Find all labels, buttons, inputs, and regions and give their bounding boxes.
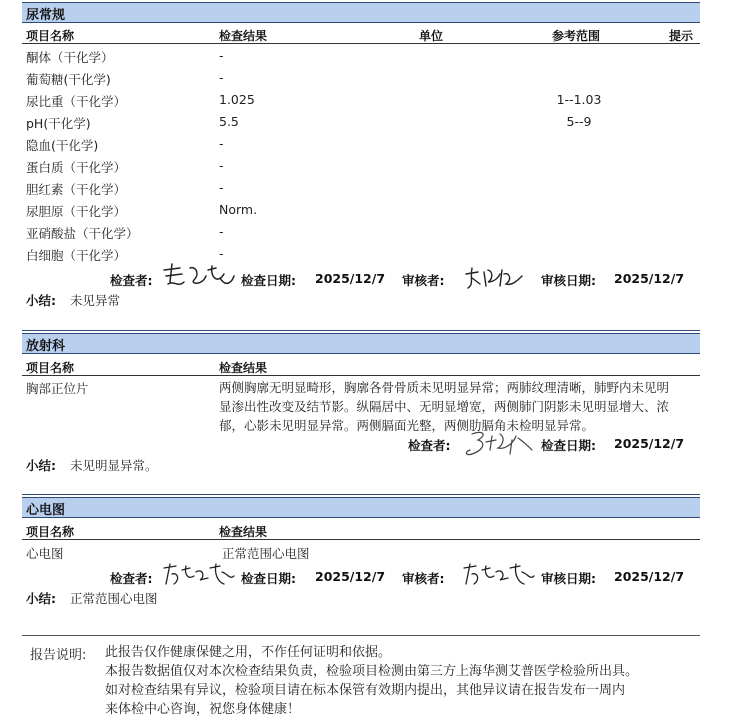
radiology-col-result: 检查结果 — [219, 361, 268, 375]
urine-exam-date: 2025/12/7 — [315, 271, 386, 286]
urine-col-range: 参考范围 — [552, 29, 601, 43]
report-note-line: 此报告仅作健康保健之用，不作任何证明和依据。 — [105, 645, 392, 660]
urine-summary: 未见异常 — [70, 293, 121, 308]
report-note-line: 来体检中心咨询，祝您身体健康！ — [105, 702, 301, 717]
ecg-review-date-label: 审核日期: — [541, 571, 596, 586]
ecg-reviewer-label: 审核者: — [402, 571, 445, 586]
urine-row-result: - — [219, 136, 224, 151]
ecg-examiner-signature — [160, 562, 238, 588]
radiology-section-header — [22, 333, 700, 354]
ecg-examiner-label: 检查者: — [110, 571, 153, 586]
ecg-result: 正常范围心电图 — [222, 546, 310, 561]
urine-reviewer-signature — [464, 264, 528, 290]
urine-review-date-label: 审核日期: — [541, 273, 596, 288]
urine-summary-label: 小结: — [26, 293, 56, 308]
urine-row-item: 白细胞（干化学） — [26, 248, 127, 263]
urine-row-item: 胆红素（干化学） — [26, 182, 127, 197]
ecg-header-divider — [22, 539, 700, 540]
ecg-exam-date: 2025/12/7 — [315, 569, 386, 584]
ecg-item: 心电图 — [26, 546, 64, 561]
urine-row-item: 尿胆原（干化学） — [26, 204, 127, 219]
urine-row-item: 亚硝酸盐（干化学） — [26, 226, 139, 241]
urine-row-item: 酮体（干化学） — [26, 50, 114, 65]
urine-row-result: - — [219, 70, 224, 85]
ecg-section-title: 心电图 — [26, 503, 66, 518]
urine-col-unit: 单位 — [419, 29, 444, 43]
urine-review-date: 2025/12/7 — [614, 271, 685, 286]
urine-row-result: - — [219, 180, 224, 195]
radiology-summary-label: 小结: — [26, 458, 56, 473]
urine-examiner-signature — [160, 262, 238, 292]
ecg-section-header — [22, 497, 700, 518]
report-note-line: 本报告数据值仅对本次检查结果负责，检验项目检测由第三方上海华测艾普医学检验所出具。 — [105, 664, 639, 679]
ecg-exam-date-label: 检查日期: — [241, 571, 296, 586]
urine-row-result: Norm. — [219, 202, 258, 217]
urine-exam-date-label: 检查日期: — [241, 273, 296, 288]
radiology-examiner-label: 检查者: — [408, 438, 451, 453]
urine-row-result: 5.5 — [219, 114, 239, 129]
urine-row-result: - — [219, 158, 224, 173]
urine-row-result: 1.025 — [219, 92, 255, 107]
report-note-line: 如对检查结果有异议，检验项目请在标本保管有效期内提出，其他异议请在报告发布一周内 — [105, 683, 626, 698]
urine-row-range: 5--9 — [566, 114, 592, 129]
radiology-summary: 未见明显异常。 — [70, 458, 158, 473]
urine-col-item: 项目名称 — [26, 29, 75, 43]
ecg-reviewer-signature — [460, 562, 538, 588]
urine-row-range: 1--1.03 — [556, 92, 602, 107]
radiology-examiner-signature — [462, 428, 536, 458]
urine-examiner-label: 检查者: — [110, 273, 153, 288]
report-note-label: 报告说明: — [30, 648, 87, 663]
ecg-summary: 正常范围心电图 — [70, 591, 158, 606]
radiology-result-line: 显渗出性改变及结节影。纵隔居中、无明显增宽，两侧肺门阴影未见明显增大、浓 — [219, 399, 670, 414]
urine-col-result: 检查结果 — [219, 29, 268, 43]
report-note-rule — [22, 635, 700, 636]
radiology-item: 胸部正位片 — [26, 381, 89, 396]
urine-header-divider — [22, 43, 700, 44]
radiology-result-line: 两侧胸廓无明显畸形，胸廓各骨骨质未见明显异常；两肺纹理清晰，肺野内未见明 — [219, 380, 670, 395]
urine-section-title: 尿常规 — [26, 8, 66, 23]
urine-row-result: - — [219, 224, 224, 239]
urine-row-item: 隐血(干化学) — [26, 138, 99, 153]
urine-reviewer-label: 审核者: — [402, 273, 445, 288]
radiology-result-line: 郁，心影未见明显异常。两侧膈面光整，两侧肋膈角未检明显异常。 — [219, 418, 595, 433]
urine-row-item: 蛋白质（干化学） — [26, 160, 127, 175]
ecg-col-item: 项目名称 — [26, 525, 75, 539]
urine-col-hint: 提示 — [669, 29, 694, 43]
urine-section-header — [22, 2, 700, 23]
urine-row-result: - — [219, 246, 224, 261]
urine-row-item: 葡萄糖(干化学) — [26, 72, 111, 87]
radiology-exam-date-label: 检查日期: — [541, 438, 596, 453]
ecg-top-rule — [22, 494, 700, 495]
radiology-exam-date: 2025/12/7 — [614, 436, 685, 451]
ecg-review-date: 2025/12/7 — [614, 569, 685, 584]
radiology-header-divider — [22, 375, 700, 376]
urine-row-item: 尿比重（干化学） — [26, 94, 127, 109]
radiology-top-rule — [22, 330, 700, 331]
radiology-col-item: 项目名称 — [26, 361, 75, 375]
urine-row-item: pH(干化学) — [26, 116, 91, 131]
radiology-section-title: 放射科 — [26, 339, 66, 354]
radiology-result — [219, 378, 709, 435]
ecg-summary-label: 小结: — [26, 591, 56, 606]
urine-row-result: - — [219, 48, 224, 63]
ecg-col-result: 检查结果 — [219, 525, 268, 539]
